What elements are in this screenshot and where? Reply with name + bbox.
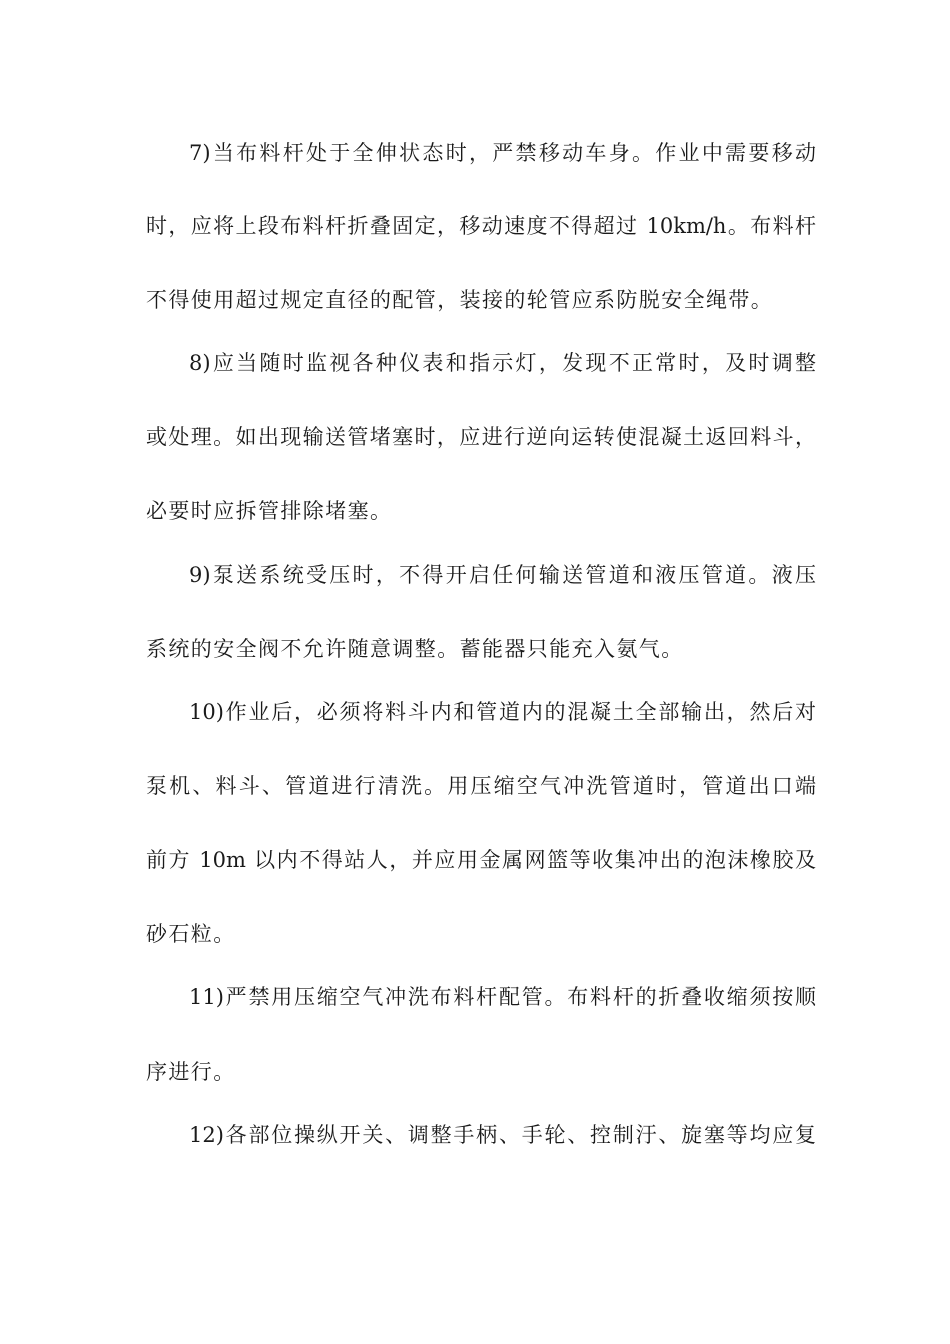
paragraph-12-line-1: 12)各部位操纵开关、调整手柄、手轮、控制汙、旋塞等均应复: [189, 1123, 816, 1147]
paragraph-10-line-4: 砂石粒。: [146, 922, 236, 946]
paragraph-9-line-1: 9)泵送系统受压时，不得开启任何输送管道和液压管道。液压: [189, 563, 816, 587]
paragraph-10-line-3: 前方 10m 以内不得站人，并应用金属网篮等收集冲出的泡沫橡胶及: [146, 848, 816, 872]
paragraph-10-line-2: 泵机、料斗、管道进行清洗。用压缩空气冲洗管道时，管道出口端: [146, 774, 816, 798]
paragraph-8-line-3: 必要时应拆管排除堵塞。: [146, 499, 393, 523]
paragraph-7-line-3: 不得使用超过规定直径的配管，装接的轮管应系防脱安全绳带。: [146, 288, 774, 312]
paragraph-11-line-1: 11)严禁用压缩空气冲洗布料杆配管。布料杆的折叠收缩须按顺: [189, 985, 816, 1009]
paragraph-10-line-1: 10)作业后，必须将料斗内和管道内的混凝土全部输出，然后对: [189, 700, 816, 724]
paragraph-7-line-1: 7)当布料杆处于全伸状态时，严禁移动车身。作业中需要移动: [189, 141, 816, 165]
paragraph-8-line-1: 8)应当随时监视各种仪表和指示灯，发现不正常时，及时调整: [189, 351, 816, 375]
paragraph-9-line-2: 系统的安全阀不允许随意调整。蓄能器只能充入氨气。: [146, 637, 684, 661]
paragraph-11-line-2: 序进行。: [146, 1060, 236, 1084]
paragraph-7-line-2: 时，应将上段布料杆折叠固定，移动速度不得超过 10km/h。布料杆: [146, 214, 816, 238]
paragraph-8-line-2: 或处理。如出现输送管堵塞时，应进行逆向运转使混凝土返回料斗，: [146, 425, 816, 449]
